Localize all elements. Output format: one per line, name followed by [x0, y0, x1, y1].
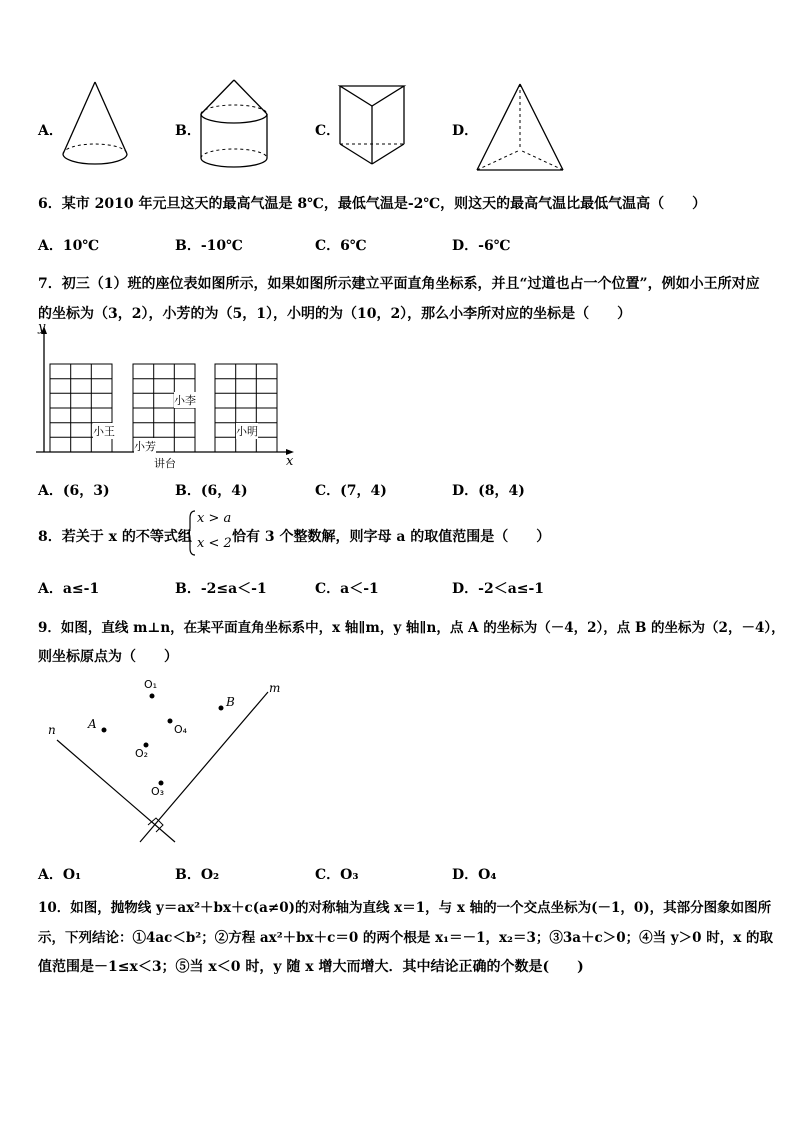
q6-option-b: B．-10℃ [175, 238, 243, 254]
pyramid-figure [474, 80, 566, 172]
q8-option-d: D．-2＜a≤-1 [452, 581, 545, 597]
q9-stem-line2: 则坐标原点为（ ） [38, 649, 178, 665]
line-n-label: n [48, 723, 56, 737]
q7-stem-line2: 的坐标为（3，2），小芳的为（5，1），小明的为（10，2），那么小李所对应的坐标是（ ） [38, 306, 632, 322]
point-o2-label: O₂ [135, 747, 149, 760]
point-a-label: A [88, 717, 97, 731]
q9-stem-line1: 9．如图，直线 m⊥n，在某平面直角坐标系中，x 轴∥m，y 轴∥n，点 A 的坐标为（－4，2），点 B 的坐标为（2，－4）， [38, 620, 785, 636]
brace-icon [186, 510, 196, 556]
q7-option-b: B．(6，4) [175, 483, 248, 499]
q7-option-a: A．(6，3) [38, 483, 110, 499]
line-m-label: m [269, 681, 281, 695]
q5-option-a: A． [38, 123, 63, 139]
x-axis-label: x [286, 454, 294, 469]
q7-option-c: C．(7，4) [315, 483, 387, 499]
q9-option-b: B．O₂ [175, 867, 220, 883]
prism-figure [336, 82, 408, 170]
q6-stem: 6．某市 2010 年元旦这天的最高气温是 8℃，最低气温是-2℃，则这天的最高气温比最低气温高（ ） [38, 196, 707, 212]
q7-option-d: D．(8，4) [452, 483, 525, 499]
q5-option-d: D． [452, 123, 479, 139]
point-b-label: B [226, 695, 235, 709]
q5-option-c: C． [315, 123, 341, 139]
y-axis-label: y [38, 320, 46, 335]
point-o1-label: O₁ [144, 678, 158, 691]
q8-option-a: A．a≤-1 [38, 581, 100, 597]
q6-option-d: D．-6℃ [452, 238, 511, 254]
q10-stem-line3: 值范围是－1≤x＜3；⑤当 x＜0 时，y 随 x 增大而增大．其中结论正确的个数是( ) [38, 959, 584, 975]
q8-option-c: C．a＜-1 [315, 581, 379, 597]
cylinder-cone-figure [198, 78, 270, 170]
q8-inequality-1: x > a [197, 511, 232, 526]
q8-stem-suffix: 恰有 3 个整数解，则字母 a 的取值范围是（ ） [232, 529, 551, 545]
point-o4-label: O₄ [174, 723, 188, 736]
q6-option-c: C．6℃ [315, 238, 367, 254]
q5-option-b: B． [175, 123, 201, 139]
seating-chart-figure [36, 322, 306, 472]
q8-option-b: B．-2≤a＜-1 [175, 581, 267, 597]
q10-stem-line1: 10．如图，抛物线 y＝ax²＋bx＋c(a≠0)的对称轴为直线 x＝1，与 x 轴的一个交点坐标为(－1，0)，其部分图象如图所 [38, 900, 772, 916]
label-xiaofang: 小芳 [134, 440, 156, 453]
q6-option-a: A．10℃ [38, 238, 100, 254]
q8-inequality-2: x < 2 [197, 536, 232, 551]
q10-stem-line2: 示，下列结论：①4ac＜b²；②方程 ax²＋bx＋c＝0 的两个根是 x₁＝－1，x₂＝3；③3a＋c＞0；④当 y＞0 时，x 的取 [38, 930, 773, 946]
label-xiaoming: 小明 [236, 425, 258, 438]
q9-option-a: A．O₁ [38, 867, 82, 883]
q8-stem-prefix: 8．若关于 x 的不等式组 [38, 529, 192, 545]
label-xiaoli: 小李 [174, 394, 196, 407]
q9-option-d: D．O₄ [452, 867, 497, 883]
perpendicular-lines-figure [40, 675, 290, 855]
label-stage: 讲台 [154, 457, 176, 470]
q9-option-c: C．O₃ [315, 867, 359, 883]
label-xiaowang: 小王 [93, 425, 115, 438]
q7-stem-line1: 7．初三（1）班的座位表如图所示，如果如图所示建立平面直角坐标系，并且“过道也占一个位置”，例如小王所对应 [38, 276, 760, 292]
cone-figure [60, 80, 130, 170]
point-o3-label: O₃ [151, 785, 165, 798]
